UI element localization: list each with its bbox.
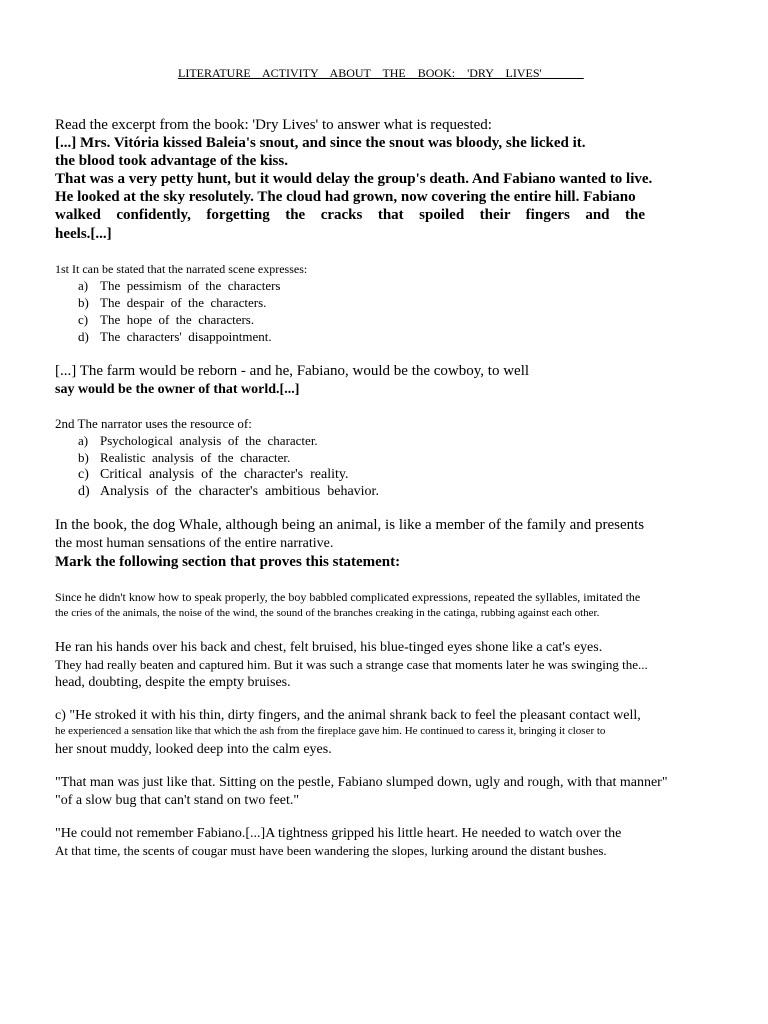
excerpt1-line: the blood took advantage of the kiss. bbox=[55, 153, 288, 169]
option-b-line: He ran his hands over his back and chest, felt bruised, his blue-tinged eyes shone like a cat's eyes. bbox=[55, 640, 603, 655]
option-b-line: head, doubting, despite the empty bruises. bbox=[55, 675, 291, 690]
question-1-option-b bbox=[78, 295, 266, 311]
question-2-option-c bbox=[78, 467, 348, 483]
option-marker: c) bbox=[78, 312, 89, 327]
excerpt2-line: [...] The farm would be reborn - and he, Fabiano, would be the cowboy, to well bbox=[55, 363, 530, 379]
excerpt1-line: walked confidently, forgetting the cracks that spoiled their fingers and the bbox=[55, 207, 645, 223]
option-c-line: c) "He stroked it with his thin, dirty fingers, and the animal shrank back to feel the pleasant contact well, bbox=[55, 708, 641, 723]
option-marker: a) bbox=[78, 433, 89, 448]
option-text: The despair of the characters. bbox=[100, 295, 267, 310]
excerpt1-line: [...] Mrs. Vitória kissed Baleia's snout, and since the snout was bloody, she licked it. bbox=[55, 135, 586, 151]
option-marker: b) bbox=[78, 450, 89, 465]
option-e-line: At that time, the scents of cougar must have been wandering the slopes, lurking around the distant bushes. bbox=[55, 843, 607, 858]
question-3-statement: the most human sensations of the entire narrative. bbox=[55, 536, 334, 551]
option-text: Critical analysis of the character's reality. bbox=[100, 467, 349, 482]
page-title: LITERATURE ACTIVITY ABOUT THE BOOK: 'DRY LIVES'_______ bbox=[178, 66, 584, 80]
question-2-prompt: 2nd The narrator uses the resource of: bbox=[55, 416, 252, 431]
option-text: Analysis of the character's ambitious behavior. bbox=[100, 484, 379, 499]
option-marker: a) bbox=[78, 278, 89, 293]
question-3-instruction: Mark the following section that proves this statement: bbox=[55, 554, 401, 570]
option-marker: d) bbox=[78, 484, 90, 499]
option-a-line: the cries of the animals, the noise of the wind, the sound of the branches creaking in the catinga, rubbing against each other. bbox=[55, 607, 600, 619]
option-text: The hope of the characters. bbox=[100, 312, 255, 327]
intro-text: Read the excerpt from the book: 'Dry Lives' to answer what is requested: bbox=[55, 117, 492, 133]
question-1-prompt: 1st It can be stated that the narrated scene expresses: bbox=[55, 262, 308, 276]
excerpt1-line: He looked at the sky resolutely. The cloud had grown, now covering the entire hill. Fabiano bbox=[55, 189, 636, 205]
option-text: Psychological analysis of the character. bbox=[100, 433, 318, 448]
option-text: The characters' disappointment. bbox=[100, 329, 272, 344]
excerpt1-line: That was a very petty hunt, but it would delay the group's death. And Fabiano wanted to live. bbox=[55, 171, 653, 187]
question-2-option-a bbox=[78, 433, 318, 449]
question-1-option-c bbox=[78, 312, 254, 328]
question-3-statement: In the book, the dog Whale, although being an animal, is like a member of the family and presents bbox=[55, 517, 645, 533]
option-marker: c) bbox=[78, 467, 89, 482]
option-a-line: Since he didn't know how to speak properly, the boy babbled complicated expressions, repeated the syllables, imitated the bbox=[55, 590, 641, 604]
question-2-option-d bbox=[78, 484, 379, 500]
option-d-line: "of a slow bug that can't stand on two feet." bbox=[55, 793, 300, 808]
option-d-line: "That man was just like that. Sitting on the pestle, Fabiano slumped down, ugly and rough, with that manner" bbox=[55, 775, 668, 790]
option-text: The pessimism of the characters bbox=[100, 278, 281, 293]
option-marker: d) bbox=[78, 329, 89, 344]
option-text: Realistic analysis of the character. bbox=[100, 450, 291, 465]
option-e-line: "He could not remember Fabiano.[...]A tightness gripped his little heart. He needed to watch over the bbox=[55, 826, 622, 841]
option-b-line: They had really beaten and captured him. But it was such a strange case that moments later he was swinging the... bbox=[55, 657, 648, 672]
option-c-line: her snout muddy, looked deep into the calm eyes. bbox=[55, 742, 332, 757]
excerpt1-line: heels.[...] bbox=[55, 226, 112, 242]
question-2-option-b bbox=[78, 450, 290, 466]
option-c-line: he experienced a sensation like that which the ash from the fireplace gave him. He continued to caress it, bringing it closer to bbox=[55, 725, 606, 737]
excerpt2-line: say would be the owner of that world.[...] bbox=[55, 382, 300, 397]
option-marker: b) bbox=[78, 295, 89, 310]
question-1-option-a bbox=[78, 278, 281, 294]
question-1-option-d bbox=[78, 329, 272, 345]
